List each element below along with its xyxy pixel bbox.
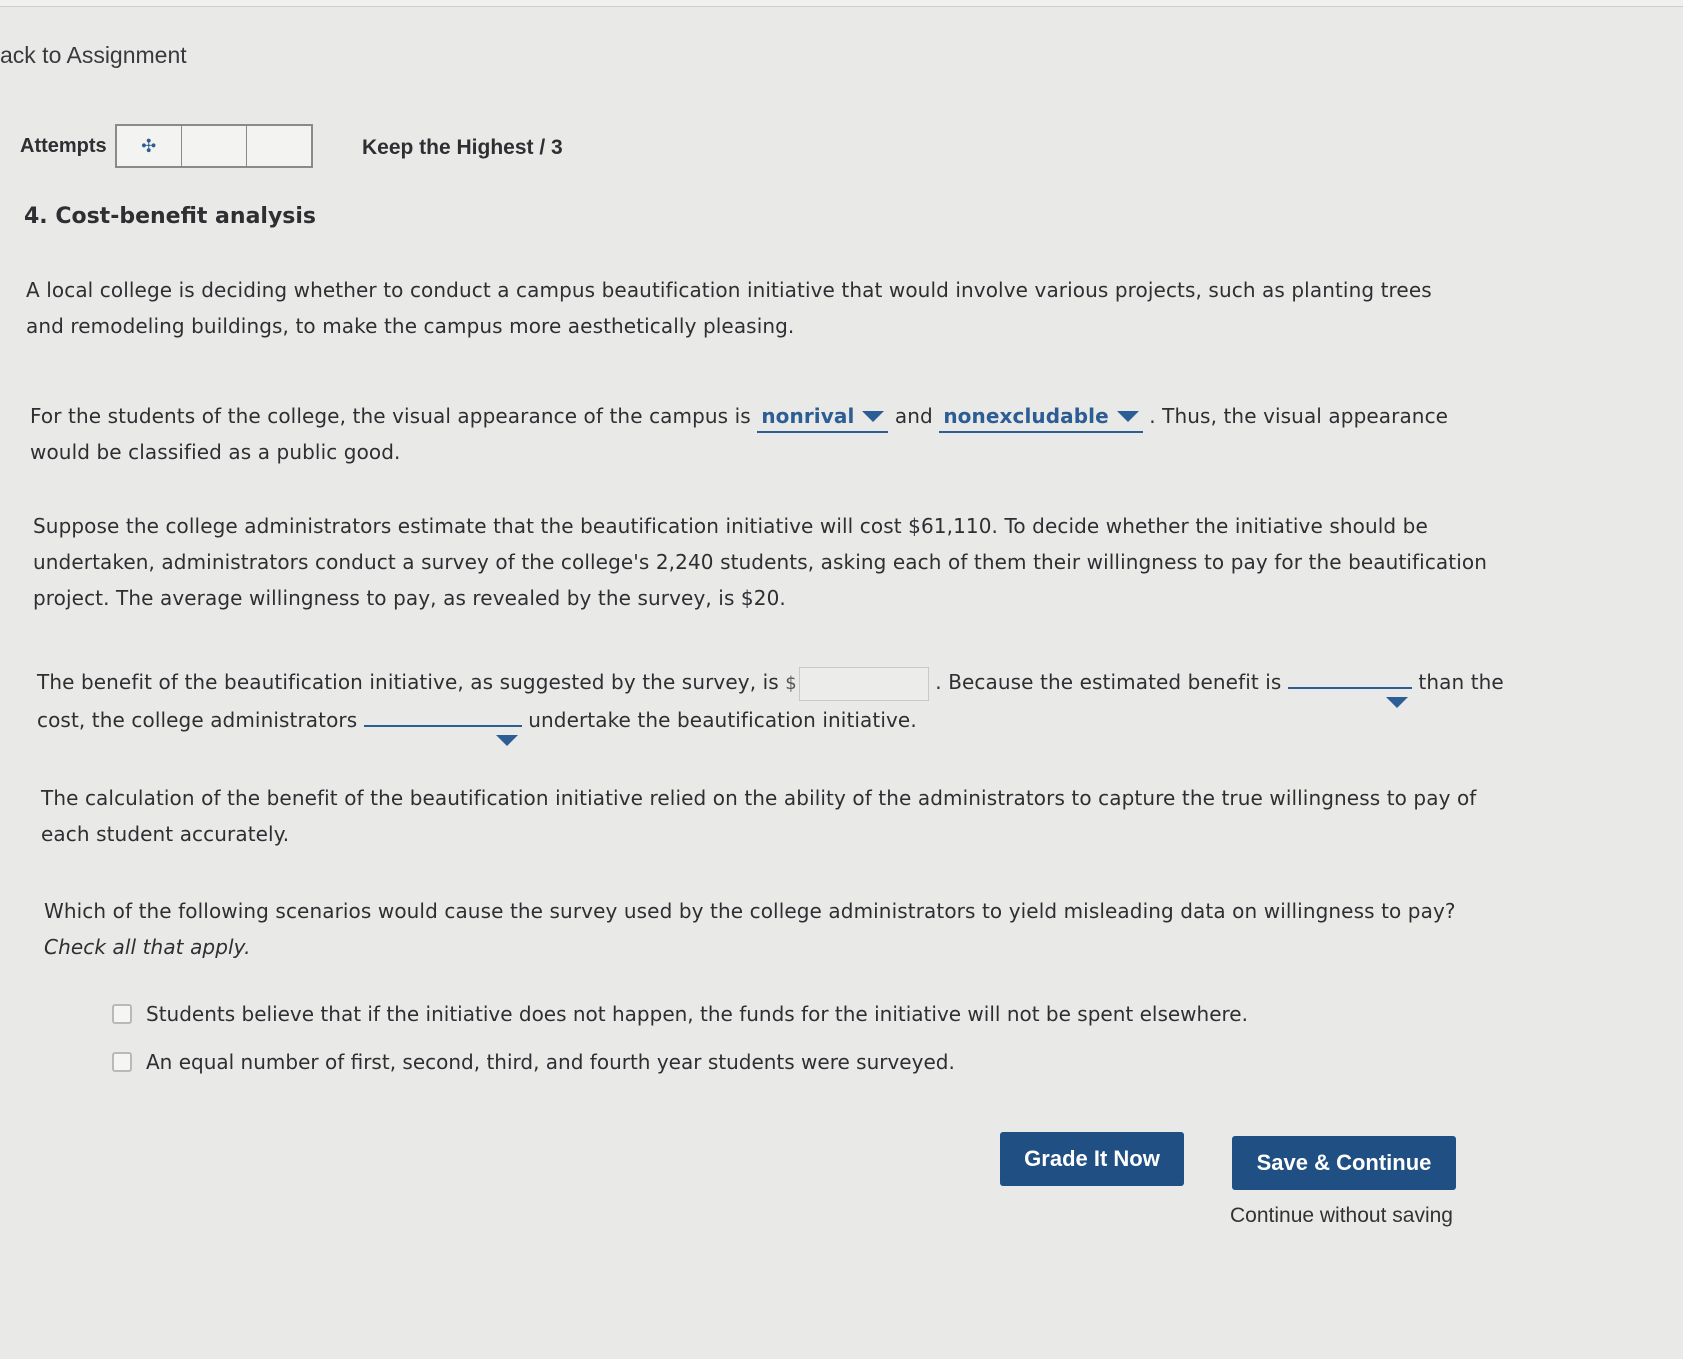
calculation-paragraph: The calculation of the benefit of the beautification initiative relied on the ability of the administrators to capture the true willingness to pay of each student accurately.: [41, 786, 1477, 846]
benefit-input-wrap: [785, 666, 929, 702]
attempt-marker-icon: ✣: [141, 135, 157, 157]
intro-paragraph: A local college is deciding whether to conduct a campus beautification initiative that would involve various projects, such as planting trees and remodeling buildings, to make the campus more aesthetically pleasing.: [26, 278, 1432, 338]
benefit-paragraph: [37, 664, 1507, 738]
currency-symbol: $: [785, 673, 797, 694]
check-all-instruction: Check all that apply.: [44, 935, 251, 959]
p4-text-d: undertake the beautification initiative.: [528, 708, 917, 732]
p2-text-b: and: [894, 404, 933, 428]
decision-dropdown[interactable]: [364, 725, 522, 727]
back-to-assignment-link[interactable]: ack to Assignment: [0, 42, 187, 68]
attempt-slot-3: [247, 126, 311, 166]
rivalry-dropdown-value: nonrival: [761, 404, 855, 428]
p6-text-a: Which of the following scenarios would cause the survey used by the college administrators to yield misleading data on willingness to pay?: [44, 899, 1456, 923]
excludability-dropdown-value: nonexcludable: [943, 404, 1109, 428]
chevron-down-icon: [1386, 697, 1408, 708]
chevron-down-icon: [496, 735, 518, 746]
attempts-row: [20, 124, 313, 168]
p2-text-c: . Thus, the visual appearance would be classified as a public good.: [30, 404, 1449, 464]
p4-text-a: The benefit of the beautification initiative, as suggested by the survey, is: [37, 670, 779, 694]
option-checkbox-1[interactable]: [112, 1004, 132, 1024]
chevron-down-icon: [862, 411, 884, 422]
options-list: [112, 990, 1248, 1086]
attempt-boxes: [115, 124, 313, 168]
attempt-slot-1: [117, 126, 182, 166]
option-checkbox-2[interactable]: [112, 1052, 132, 1072]
attempt-slot-2: [182, 126, 247, 166]
p4-text-b: . Because the estimated benefit is: [935, 670, 1282, 694]
save-and-continue-button[interactable]: Save & Continue: [1232, 1136, 1456, 1190]
attempts-label: Attempts: [20, 134, 107, 157]
comparison-dropdown[interactable]: [1288, 687, 1412, 689]
public-good-paragraph: [30, 398, 1490, 470]
continue-without-saving-link[interactable]: Continue without saving: [1230, 1204, 1453, 1227]
scenario-question: [44, 893, 1504, 965]
grade-it-now-button[interactable]: Grade It Now: [1000, 1132, 1184, 1186]
option-item-1[interactable]: [112, 990, 1248, 1038]
excludability-dropdown[interactable]: [939, 401, 1142, 433]
question-title: 4. Cost-benefit analysis: [24, 204, 317, 229]
benefit-input[interactable]: [799, 667, 929, 701]
rivalry-dropdown[interactable]: [757, 401, 888, 433]
p2-text-a: For the students of the college, the visual appearance of the campus is: [30, 404, 751, 428]
p4-text-c: than the cost, the college administrators: [37, 670, 1504, 732]
top-border: [0, 0, 1683, 7]
option-label-1: Students believe that if the initiative does not happen, the funds for the initiative will not be spent elsewhere.: [146, 1002, 1248, 1026]
chevron-down-icon: [1117, 411, 1139, 422]
keep-highest-label: Keep the Highest / 3: [362, 136, 563, 159]
survey-paragraph: Suppose the college administrators estimate that the beautification initiative will cost $61,110. To decide whether the initiative should be undertaken, administrators conduct a survey of the college's 2,240 students, asking each of them their willingness to pay for the beautification project. The average willingness to pay, as revealed by the survey, is $20.: [33, 514, 1487, 610]
option-label-2: An equal number of first, second, third, and fourth year students were surveyed.: [146, 1050, 955, 1074]
option-item-2[interactable]: [112, 1038, 1248, 1086]
